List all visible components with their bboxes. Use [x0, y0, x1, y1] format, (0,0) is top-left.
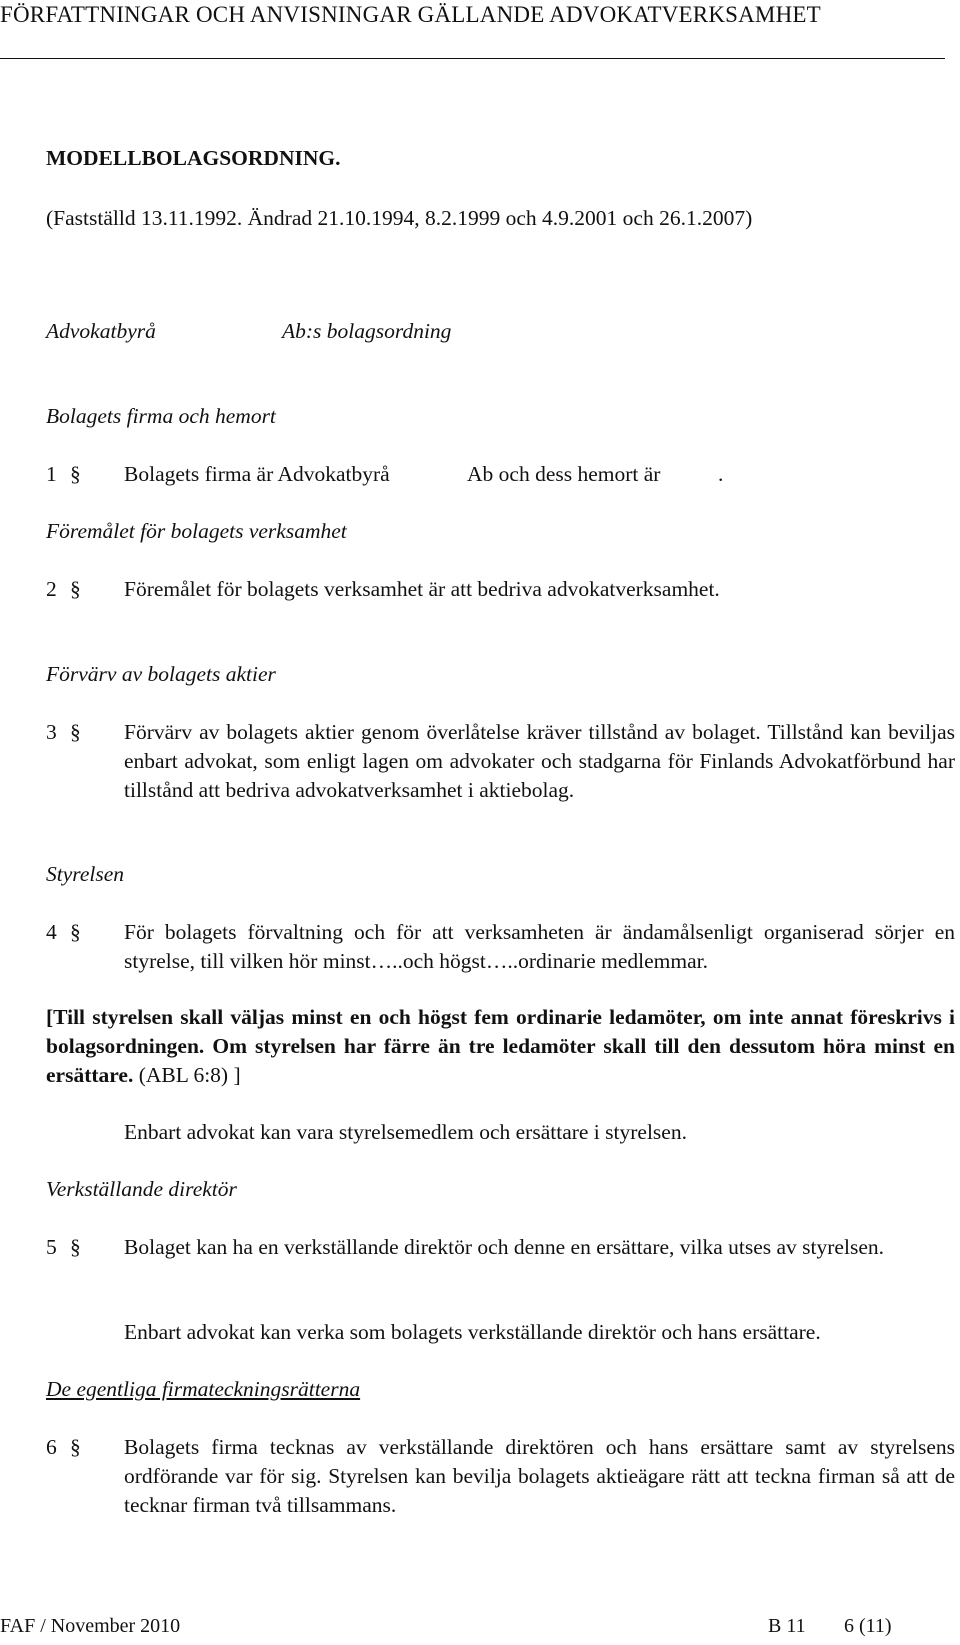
section-5-heading: Verkställande direktör [46, 1177, 237, 1201]
section-1-text-b: Ab och dess hemort är [467, 462, 661, 486]
section-3-heading: Förvärv av bolagets aktier [46, 662, 276, 686]
bylaws-label: Ab:s bolagsordning [282, 319, 452, 343]
board-note-text: [Till styrelsen skall väljas minst en och högst fem ordinarie ledamöter, om inte annat föreskrivs i bolagsordningen. Om styrelsen har färre än tre ledamöter skall till den dessutom höra minst en ersättare. [46, 1005, 955, 1087]
section-symbol: § [70, 577, 81, 601]
running-header: FÖRFATTNINGAR OCH ANVISNINGAR GÄLLANDE ADVOKATVERKSAMHET [0, 2, 821, 27]
document-title: MODELLBOLAGSORDNING. [46, 146, 341, 170]
section-1-number: 1 [46, 462, 57, 486]
section-6-text: Bolagets firma tecknas av verkställande direktören och hans ersättare samt av styrelsens ordförande var för sig. Styrelsen kan bevilja bolagets aktieägare rätt att teckna firman så att de tecknar firman två tillsammans. [124, 1435, 955, 1517]
section-symbol: § [70, 462, 81, 486]
section-4-extra: Enbart advokat kan vara styrelsemedlem och ersättare i styrelsen. [124, 1120, 687, 1144]
board-composition-note [46, 1003, 955, 1090]
firm-label: Advokatbyrå [46, 319, 156, 343]
section-2-number: 2 [46, 577, 57, 601]
section-6-heading: De egentliga firmateckningsrätterna [46, 1377, 361, 1401]
section-1-text-end: . [718, 462, 724, 486]
section-6-number: 6 [46, 1435, 57, 1459]
section-1-heading: Bolagets firma och hemort [46, 404, 276, 428]
section-3-number: 3 [46, 720, 57, 744]
section-4-number: 4 [46, 920, 57, 944]
section-2-heading: Föremålet för bolagets verksamhet [46, 519, 347, 543]
section-4-heading: Styrelsen [46, 862, 125, 886]
section-3-text: Förvärv av bolagets aktier genom överlåtelse kräver tillstånd av bolaget. Tillstånd kan beviljas enbart advokat, som enligt lagen om advokater och stadgarna för Finlands Advokatförbund har tillstånd att bedriva advokatverksamhet i aktiebolag. [124, 720, 955, 802]
section-symbol: § [70, 1435, 81, 1459]
footer-code: B 11 [768, 1615, 806, 1637]
footer-source: FAF / November 2010 [0, 1615, 181, 1637]
section-5-number: 5 [46, 1235, 57, 1259]
document-dates: (Fastställd 13.11.1992. Ändrad 21.10.1994, 8.2.1999 och 4.9.2001 och 26.1.2007) [46, 206, 753, 230]
footer-page-number: 6 (11) [844, 1615, 892, 1637]
section-4-text: För bolagets förvaltning och för att verksamheten är ändamålsenligt organiserad sörjer en styrelse, till vilken hör minst…..och högst…..ordinarie medlemmar. [124, 920, 955, 973]
section-5-extra: Enbart advokat kan verka som bolagets verkställande direktör och hans ersättare. [124, 1320, 821, 1344]
section-symbol: § [70, 1235, 81, 1259]
board-note-reference: (ABL 6:8) ] [133, 1063, 241, 1087]
section-symbol: § [70, 720, 81, 744]
section-symbol: § [70, 920, 81, 944]
section-2-text: Föremålet för bolagets verksamhet är att bedriva advokatverksamhet. [124, 577, 720, 601]
header-divider [0, 58, 945, 59]
section-5-text: Bolaget kan ha en verkställande direktör och denne en ersättare, vilka utses av styrelsen. [124, 1235, 884, 1259]
section-1-text-a: Bolagets firma är Advokatbyrå [124, 462, 390, 486]
